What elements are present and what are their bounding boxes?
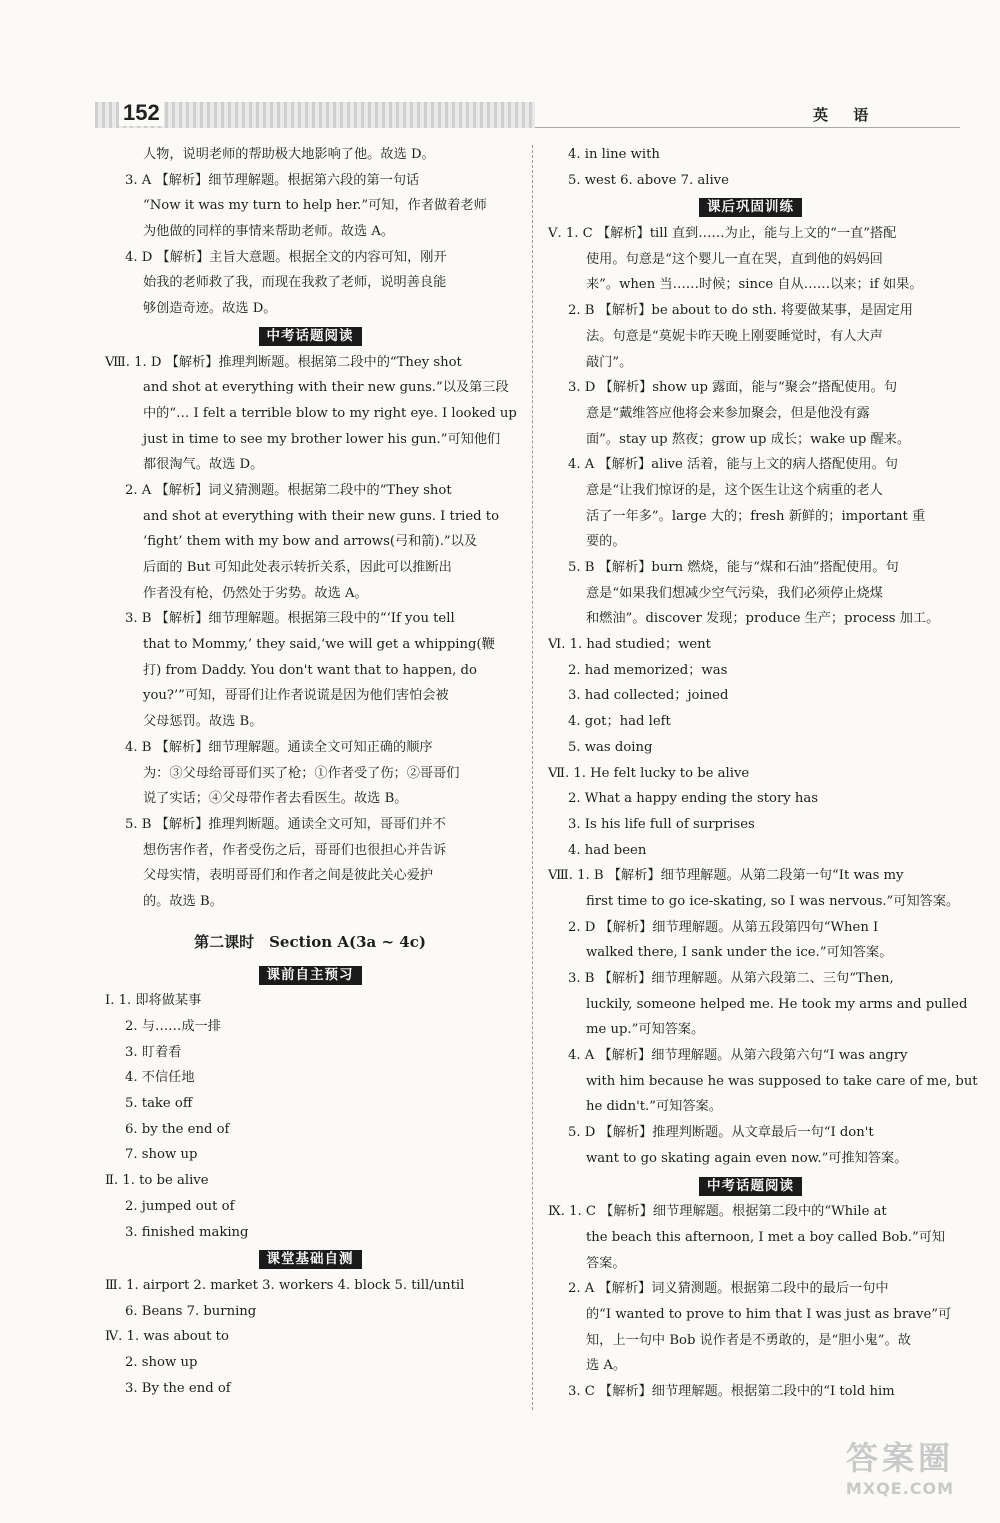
answer-line: Ⅳ. 1. was about to — [105, 1329, 229, 1345]
answer-line: want to go skating again even now.”可推知答案。 — [586, 1150, 908, 1166]
answer-line: and shot at everything with their new guns. I tried to — [143, 508, 500, 524]
answer-line: 中的“… I felt a terrible blow to my right eye. I looked up — [143, 405, 517, 421]
answer-line: 4. had been — [568, 842, 647, 858]
answer-line: Ⅴ. 1. C 【解析】till 直到……为止，能与上文的“一直”搭配 — [548, 226, 897, 242]
answer-line: he didn't.”可知答案。 — [586, 1099, 722, 1115]
answer-line: 为：③父母给哥哥们买了枪；①作者受了伤；②哥哥们 — [143, 765, 460, 781]
answer-line: first time to go ice-skating, so I was nervous.”可知答案。 — [586, 893, 960, 909]
section-heading — [548, 1174, 953, 1200]
answer-line: 2. A 【解析】词义猜测题。根据第二段中的最后一句中 — [568, 1281, 889, 1297]
answer-line: me up.”可知答案。 — [586, 1022, 705, 1038]
answer-line: 要的。 — [586, 534, 626, 550]
answer-line: 2. What a happy ending the story has — [568, 791, 819, 807]
answer-line: 3. Is his life full of surprises — [568, 816, 755, 832]
section-heading — [105, 963, 515, 989]
answer-line: Ⅷ. 1. D 【解析】推理判断题。根据第二段中的“They shot — [105, 354, 462, 370]
answer-line: with him because he was supposed to take care of me, but — [586, 1073, 978, 1089]
answer-line: 始我的老师救了我，而现在我救了老师，说明善良能 — [143, 275, 447, 291]
answer-line: 7. show up — [125, 1147, 198, 1163]
answer-line: 5. B 【解析】burn 燃烧，能与“煤和石油”搭配使用。句 — [568, 560, 899, 575]
section-heading — [105, 1247, 515, 1273]
answer-line: and shot at everything with their new guns.”以及第三段 — [143, 380, 509, 396]
answer-line: 2. B 【解析】be about to do sth. 将要做某事，是固定用 — [568, 303, 913, 319]
answer-line: 的。故选 B。 — [143, 893, 223, 909]
answer-line: Ⅵ. 1. had studied；went — [548, 637, 711, 653]
header-rule — [535, 127, 960, 128]
answer-line: 面”。stay up 熬夜；grow up 成长；wake up 醒来。 — [586, 431, 911, 447]
answer-line: Ⅲ. 1. airport 2. market 3. workers 4. block 5. till/until — [105, 1277, 465, 1293]
section-heading-label: 课前自主预习 — [259, 966, 362, 985]
section-heading-label: 中考话题阅读 — [259, 327, 362, 346]
page-header — [95, 98, 965, 132]
answer-line: 敲门”。 — [586, 354, 633, 370]
answer-line: 4. A 【解析】细节理解题。从第六段第六句“I was angry — [568, 1048, 908, 1064]
answer-line: 作者没有枪，仍然处于劣势。故选 A。 — [143, 585, 368, 601]
answer-line: 知，上一句中 Bob 说作者是不勇敢的，是“胆小鬼”。故 — [586, 1332, 911, 1348]
answer-line: 法。句意是“莫妮卡昨天晚上刚要睡觉时，有人大声 — [586, 328, 883, 344]
watermark-logo: 答案圈 MXQE.COM — [845, 1439, 955, 1498]
answer-line: ‘fight’ them with my bow and arrows(弓和箭).”以及 — [143, 534, 478, 550]
answer-line: 2. jumped out of — [125, 1198, 235, 1214]
column-divider — [532, 145, 533, 1410]
answer-line: “Now it was my turn to help her.”可知，作者做着老师 — [143, 198, 487, 214]
left-column — [105, 142, 515, 1401]
answer-line: 父母实情，表明哥哥们和作者之间是彼此关心爱护 — [143, 868, 434, 884]
answer-line: 3. B 【解析】细节理解题。根据第三段中的“‘If you tell — [125, 611, 455, 627]
answer-line: luckily, someone helped me. He took my arms and pulled — [586, 996, 968, 1012]
answer-line: 3. A 【解析】细节理解题。根据第六段的第一句话 — [125, 172, 420, 188]
answer-line: 想伤害作者，作者受伤之后，哥哥们也很担心并告诉 — [143, 842, 447, 858]
answer-line: 2. D 【解析】细节理解题。从第五段第四句“When I — [568, 919, 879, 935]
subject-title: 英 语 — [813, 106, 879, 124]
section-heading — [105, 324, 515, 350]
answer-line: 活了一年多”。large 大的；fresh 新鲜的；important 重 — [586, 508, 926, 524]
answer-line: 5. was doing — [568, 739, 653, 755]
answer-line: 和燃油”。discover 发现；produce 生产；process 加工。 — [586, 611, 940, 627]
answer-line: 5. west 6. above 7. alive — [568, 172, 729, 188]
answer-line: 2. 与……成一排 — [125, 1019, 221, 1034]
answer-line: 父母惩罚。故选 B。 — [143, 714, 263, 730]
section-heading-label: 课堂基础自测 — [259, 1250, 362, 1269]
answer-line: 说了实话；④父母带作者去看医生。故选 B。 — [143, 791, 408, 807]
answer-line: 来”。when 当……时候；since 自从……以来；if 如果。 — [586, 277, 923, 293]
answer-line: 4. got；had left — [568, 714, 671, 730]
answer-line: 都很淘气。故选 D。 — [143, 457, 264, 473]
answer-line: 够创造奇迹。故选 D。 — [143, 301, 277, 317]
section-heading-label: 课后巩固训练 — [699, 198, 802, 217]
answer-line: Ⅸ. 1. C 【解析】细节理解题。根据第二段中的“While at — [548, 1204, 887, 1220]
answer-line: 5. B 【解析】推理判断题。通读全文可知，哥哥们并不 — [125, 816, 446, 832]
answer-line: 4. D 【解析】主旨大意题。根据全文的内容可知，刚开 — [125, 249, 447, 265]
answer-line: 3. had collected；joined — [568, 688, 729, 704]
answer-line: 2. show up — [125, 1354, 198, 1370]
section-heading-label: 中考话题阅读 — [699, 1177, 802, 1196]
answer-line: 打) from Daddy. You don't want that to happen, do — [143, 662, 477, 678]
answer-line: 意是“如果我们想减少空气污染，我们必须停止烧煤 — [586, 585, 883, 601]
answer-line: 3. D 【解析】show up 露面，能与“聚会”搭配使用。句 — [568, 380, 898, 396]
answer-line: 选 A。 — [586, 1358, 627, 1374]
page-number: 152 — [119, 100, 164, 126]
answer-line: 3. B 【解析】细节理解题。从第六段第二、三句“Then, — [568, 971, 894, 986]
answer-line: 使用。句意是“这个婴儿一直在哭，直到他的妈妈回 — [586, 251, 883, 267]
answer-line: 5. take off — [125, 1096, 193, 1112]
answer-line: you?’”可知，哥哥们让作者说谎是因为他们害怕会被 — [143, 688, 449, 704]
answer-line: 5. D 【解析】推理判断题。从文章最后一句“I don't — [568, 1125, 874, 1141]
answer-line: 意是“戴维答应他将会来参加聚会，但是他没有露 — [586, 405, 870, 421]
answer-line: just in time to see my brother lower his gun.”可知他们 — [143, 431, 501, 447]
answer-line: that to Mommy,’ they said,‘we will get a whipping(鞭 — [143, 637, 495, 653]
answer-line: 的“I wanted to prove to him that I was just as brave”可 — [586, 1306, 952, 1322]
answer-line: 4. in line with — [568, 147, 660, 162]
answer-line: 3. C 【解析】细节理解题。根据第二段中的“I told him — [568, 1384, 895, 1399]
answer-line: 意是“让我们惊讶的是，这个医生让这个病重的老人 — [586, 482, 883, 498]
answer-line: 后面的 But 可知此处表示转折关系，因此可以推断出 — [143, 560, 452, 575]
answer-line: Ⅷ. 1. B 【解析】细节理解题。从第二段第一句“It was my — [548, 868, 904, 884]
answer-line: the beach this afternoon, I met a boy called Bob.”可知 — [586, 1229, 946, 1245]
answer-line: 3. 盯着看 — [125, 1044, 182, 1060]
answer-line: 6. Beans 7. burning — [125, 1303, 257, 1319]
answer-line: walked there, I sank under the ice.”可知答案。 — [586, 945, 893, 961]
answer-line: 2. had memorized；was — [568, 662, 728, 678]
answer-line: 3. finished making — [125, 1224, 249, 1240]
answer-line: 4. 不信任地 — [125, 1070, 195, 1086]
answer-line: 为他做的同样的事情来帮助老师。故选 A。 — [143, 224, 395, 240]
answer-line: Ⅰ. 1. 即将做某事 — [105, 993, 202, 1009]
answer-line: 2. A 【解析】词义猜测题。根据第二段中的“They shot — [125, 482, 452, 498]
answer-line: 答案。 — [586, 1255, 626, 1271]
section-heading — [548, 195, 953, 221]
right-column — [548, 142, 978, 1405]
answer-line: 4. B 【解析】细节理解题。通读全文可知正确的顺序 — [125, 739, 433, 755]
answer-line: Ⅱ. 1. to be alive — [105, 1173, 209, 1189]
lesson-title: 第二课时 Section A(3a ~ 4c) — [194, 932, 426, 951]
answer-line: 人物，说明老师的帮助极大地影响了他。故选 D。 — [143, 147, 435, 162]
answer-line: 4. A 【解析】alive 活着，能与上文的病人搭配使用。句 — [568, 457, 898, 473]
answer-line: Ⅶ. 1. He felt lucky to be alive — [548, 765, 750, 781]
answer-line: 3. By the end of — [125, 1380, 231, 1396]
answer-line: 6. by the end of — [125, 1121, 230, 1137]
